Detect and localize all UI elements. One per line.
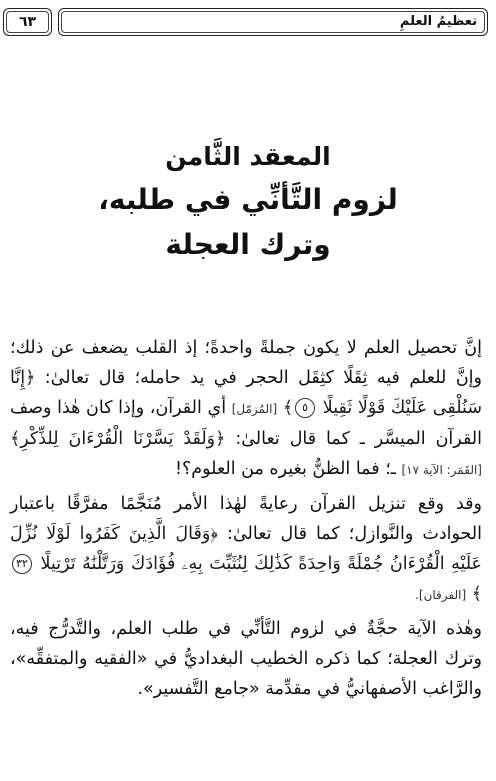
chapter-heading-line-2: لزوم التَّأنِّي في طلبه، bbox=[98, 183, 398, 216]
page-header bbox=[0, 8, 496, 38]
paragraph-1 bbox=[10, 333, 482, 485]
quran-verse-qamar: ﴿وَلَقَدْ يَسَّرْنَا الْقُرْءَانَ لِلذِّكْرِ﴾ bbox=[10, 429, 226, 449]
paragraph-2 bbox=[10, 489, 482, 610]
header-title-frame bbox=[58, 8, 488, 36]
surah-reference: [القَمَر: الآية ١٧] bbox=[401, 463, 482, 477]
paragraph-1-text-c: ـ؛ فما الظنُّ بغيره من العلوم؟! bbox=[175, 459, 402, 479]
surah-reference: [المُزمّل] bbox=[231, 402, 278, 416]
page-number: ٦٣ bbox=[18, 14, 37, 30]
running-title: تعظيمُ العلمِ bbox=[399, 14, 477, 29]
verse-close-bracket: ﴾ bbox=[471, 584, 482, 604]
body-text bbox=[10, 333, 482, 704]
paragraph-1-text-a: إنَّ تحصيل العلم لا يكون جملةً واحدةً؛ إذ القلب يضعف عن ذلك؛ وإنَّ للعلم فيه ثِقَلًا كثِقَل الحجر في يد حامله؛ قال تعالىٰ: bbox=[10, 338, 482, 388]
chapter-heading bbox=[20, 138, 476, 266]
quran-verse-muzzammil: ﴿إِنَّا سَنُلْقِى عَلَيْكَ قَوْلًا ثَقِيلًا bbox=[10, 368, 482, 418]
paragraph-2-text-a: وقد وقع تنزيل القرآن رعايةً لهٰذا الأمر مُنَجَّمًا مفرَّقًا باعتبار الحوادث والنَّوازل؛ كما قال تعالىٰ: bbox=[10, 494, 483, 544]
page-number-frame bbox=[3, 8, 52, 36]
verse-number-marker: ٥ bbox=[295, 398, 315, 418]
chapter-heading-line-3: وترك العجلة bbox=[165, 228, 331, 261]
verse-close-bracket: ﴾ bbox=[282, 398, 294, 418]
paragraph-3: وهٰذه الآية حجَّةٌ في لزوم التَّأنِّي في طلب العلم، والتَّدرُّج فيه، وترك العجلة؛ كما ذكره الخطيب البغداديُّ في «الفقيه والمتفقِّه»، والرَّاغب الأصفهانيُّ في مقدِّمة «جامع التَّفسير». bbox=[10, 619, 482, 699]
verse-number-marker: ٣٢ bbox=[12, 554, 32, 574]
paragraph-1-text-b: أي القرآن، وإذا كان هٰذا وصف القرآن الميسَّر ـ كما قال تعالىٰ: bbox=[10, 398, 482, 449]
quran-verse-furqan: ﴿وَقَالَ الَّذِينَ كَفَرُوا لَوْلَا نُزِّلَ عَلَيْهِ الْقُرْءَانُ جُمْلَةً وَاحِدَةً كَذَٰلِكَ لِنُثَبِّتَ بِهِۦ فُؤَادَكَ وَرَتَّلْنَٰهُ تَرْتِيلًا bbox=[10, 524, 482, 574]
chapter-heading-line-1: المعقد الثَّامن bbox=[165, 142, 331, 171]
surah-reference: [الفرقان]. bbox=[415, 588, 467, 602]
